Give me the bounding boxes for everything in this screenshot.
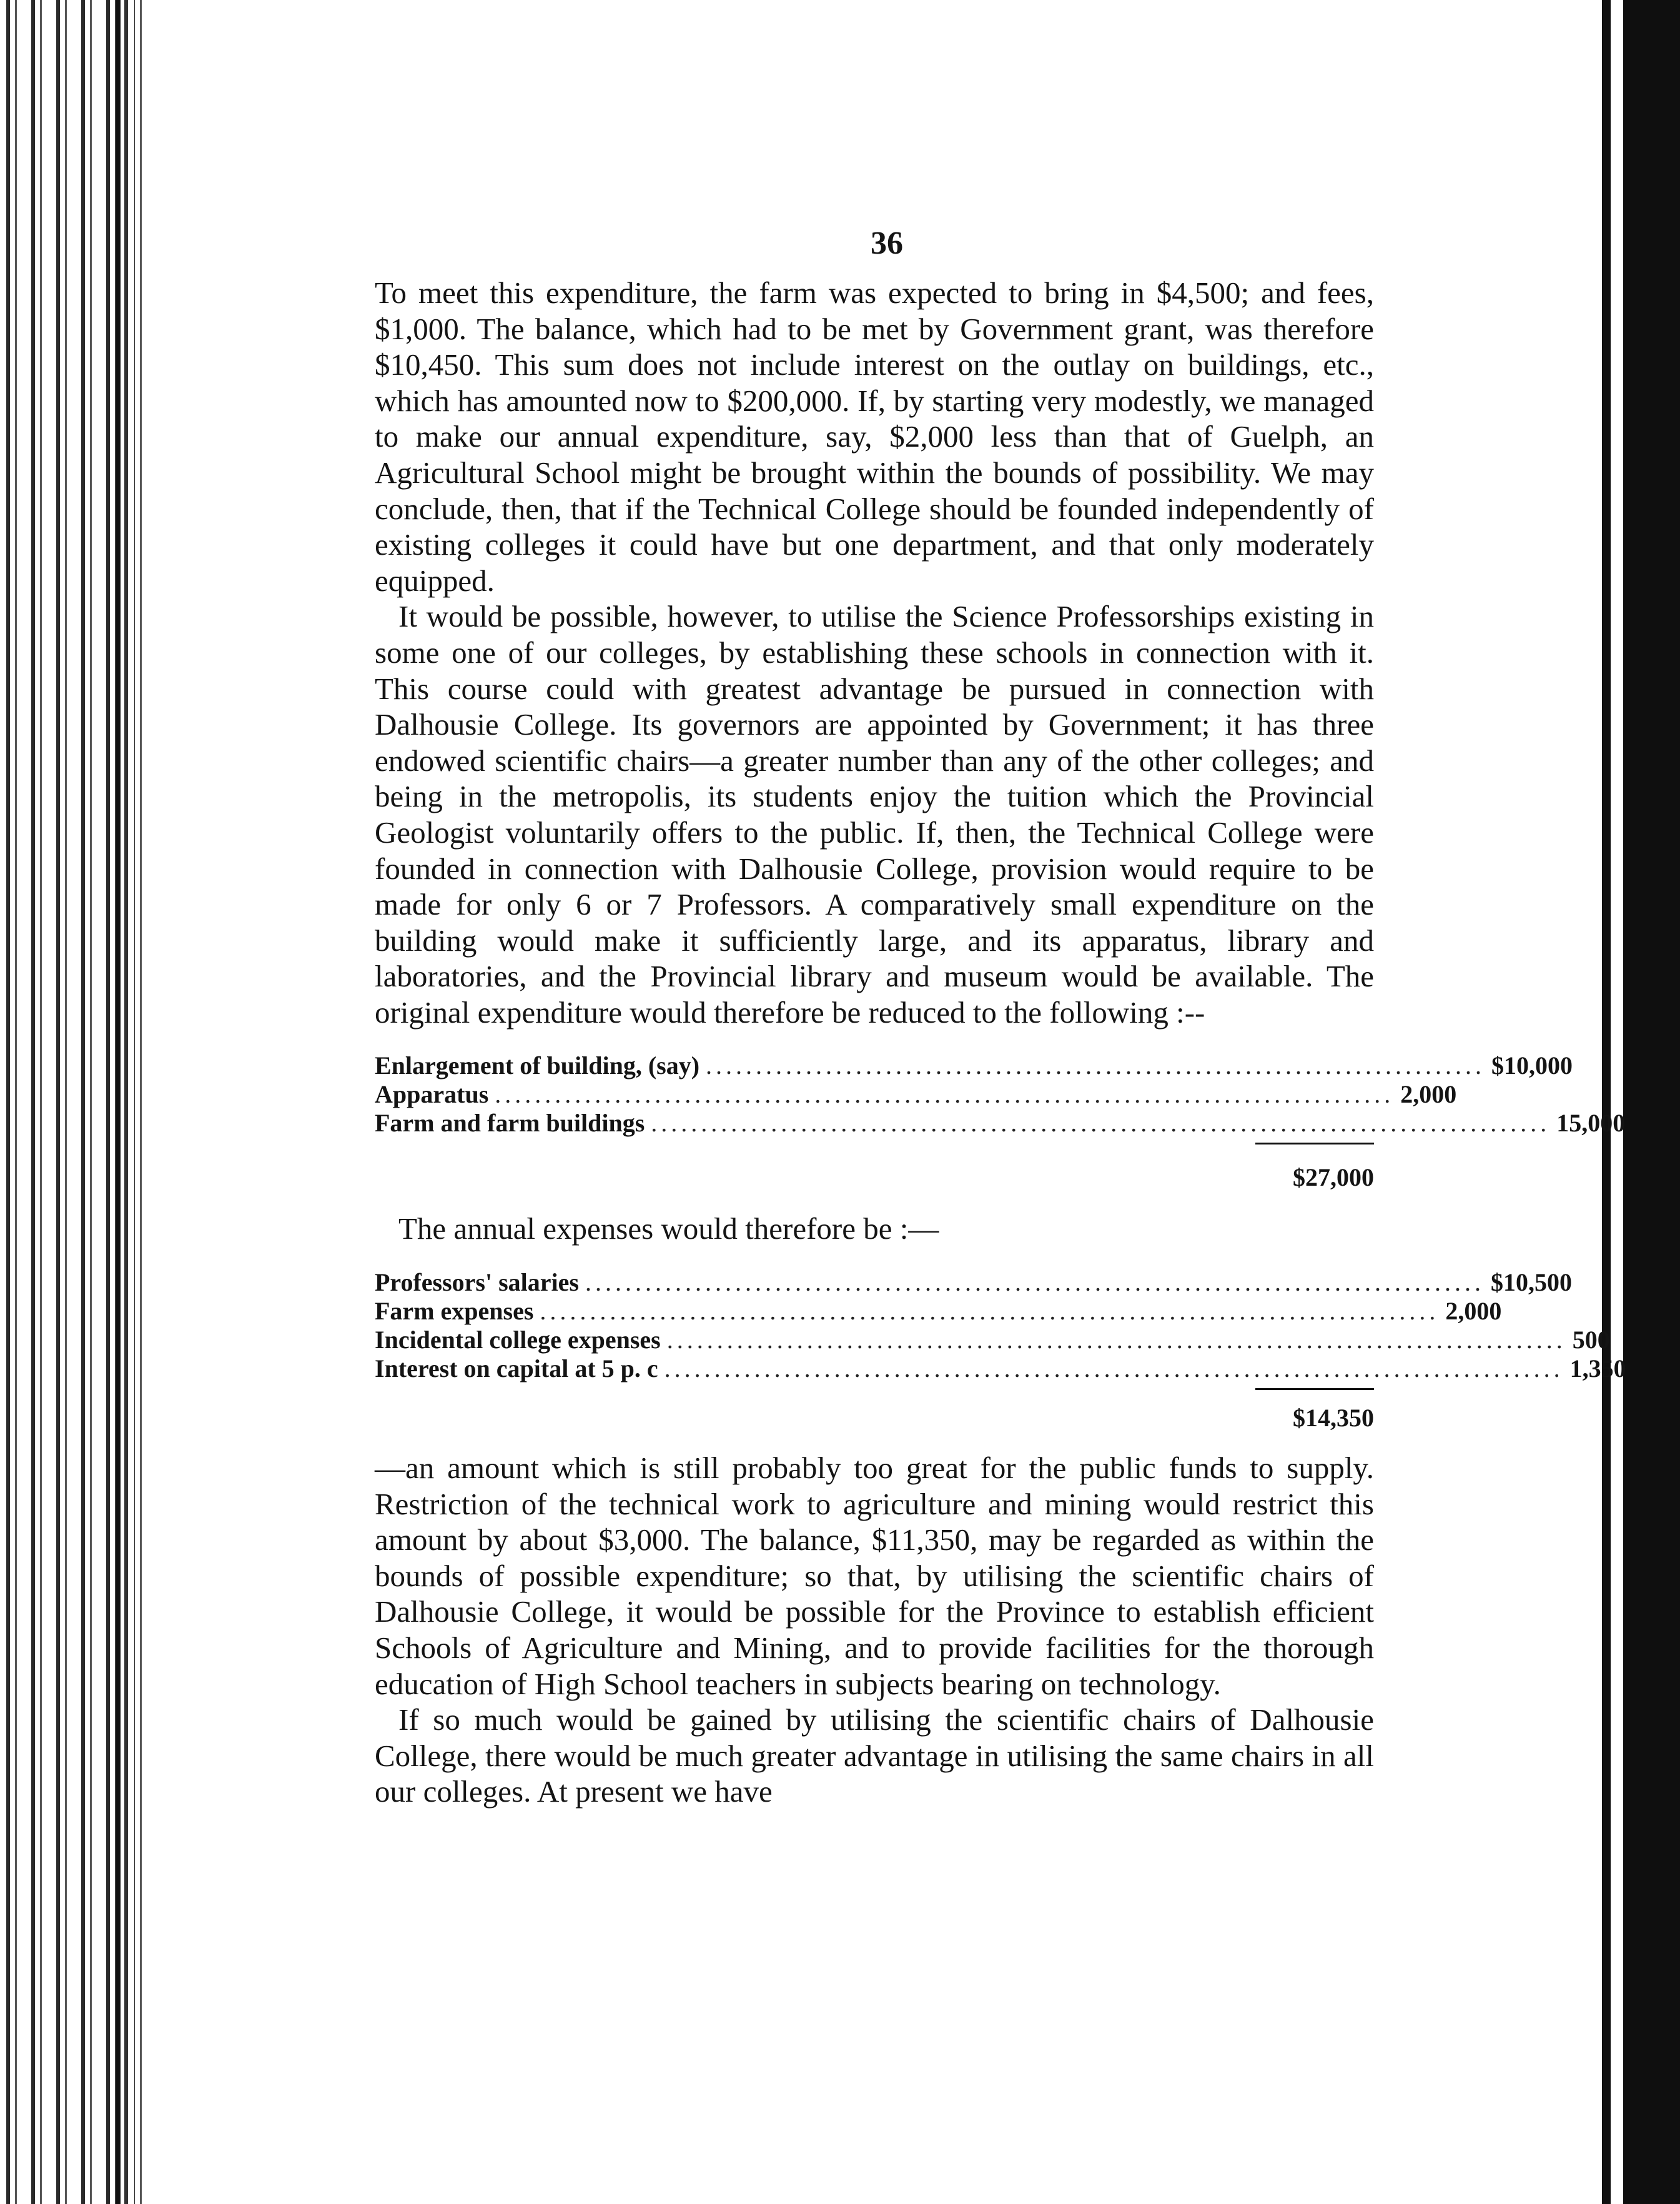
paragraph-3: —an amount which is still probably too great for the public funds to supply. Restriction of the technical work to agriculture and mining would restrict this amount by about $3,000. The balance, $11,350, may be regarded as within the bounds of possible expenditure; so that, by utilising the scientific chairs of Dalhousie College, it would be possible for the Province to establish efficient Schools of Agriculture and Mining, and to provide facilities for the thorough education of High School teachers in subjects bearing on technology. (375, 1451, 1374, 1701)
ledger-amount: 15,000 (1556, 1109, 1626, 1138)
paragraph-4: If so much would be gained by utilising the scientific chairs of Dalhousie College, there would be much greater advantage in utilising the same chairs in all our colleges. At present we have (375, 1702, 1374, 1809)
page-number: 36 (871, 226, 903, 261)
ledger-row (375, 1080, 1457, 1109)
book-binding-edge (0, 0, 147, 2204)
leader-dots: .......................................................................................... (585, 1268, 1485, 1297)
paragraph-1: To meet this expenditure, the farm was expected to bring in $4,500; and fees, $1,000. The balance, which had to be met by Government grant, was therefore $10,450. This sum does not include interest on the outlay on buildings, etc., which has amounted now to $200,000. If, by starting very modestly, we managed to make our annual expenditure, say, $2,000 less than that of Guelph, an Agricultural School might be brought within the bounds of possibility. We may conclude, then, that if the Technical College should be founded independently of existing colleges it could have but one department, and that only moderately equipped. (375, 276, 1374, 598)
sum-rule (1255, 1143, 1374, 1144)
facing-page-edge (1602, 0, 1671, 2204)
ledger-label: Farm expenses (375, 1297, 534, 1326)
ledger-row (375, 1297, 1502, 1326)
original-expenditure-table (375, 1051, 1626, 1192)
ledger-label: Incidental college expenses (375, 1326, 661, 1354)
ledger-amount: $10,000 (1491, 1051, 1573, 1080)
ledger-amount: $10,500 (1490, 1268, 1572, 1297)
ledger-row (375, 1326, 1610, 1354)
ledger-row (375, 1109, 1626, 1138)
ledger-row (375, 1268, 1572, 1297)
binding-shadow (116, 0, 134, 2204)
ledger-label: Interest on capital at 5 p. c (375, 1354, 658, 1383)
leader-dots: .......................................................................................... (540, 1297, 1440, 1326)
ledger-amount: 1,350 (1569, 1354, 1626, 1383)
ledger-amount: 2,000 (1400, 1080, 1457, 1109)
page-content (375, 225, 1626, 1810)
ledger-label: Enlargement of building, (say) (375, 1051, 700, 1080)
ledger-row (375, 1354, 1626, 1383)
leader-dots: .......................................................................................... (664, 1354, 1564, 1383)
original-expenditure-total: $27,000 (1293, 1163, 1374, 1192)
ledger-label: Farm and farm buildings (375, 1109, 645, 1138)
leader-dots: .......................................................................................... (651, 1109, 1551, 1138)
leader-dots: .......................................................................................... (495, 1080, 1395, 1109)
annual-expenses-intro: The annual expenses would therefore be :— (398, 1211, 939, 1246)
annual-expenses-table (375, 1268, 1626, 1432)
ledger-label: Professors' salaries (375, 1268, 579, 1297)
leader-dots: .............................................................................. (706, 1051, 1486, 1080)
leader-dots: .......................................................................................... (666, 1326, 1566, 1354)
ledger-amount: 2,000 (1445, 1297, 1502, 1326)
paragraph-2: It would be possible, however, to utilise the Science Professorships existing in some one of our colleges, by establishing these schools in connection with it. This course could with greatest advantage be pursued in connection with Dalhousie College. Its governors are appointed by Government; it has three endowed scientific chairs—a greater number than any of the other colleges; and being in the metropolis, its students enjoy the tuition which the Provincial Geologist voluntarily offers to the public. If, then, the Technical College were founded in connection with Dalhousie College, provision would require to be made for only 6 or 7 Professors. A comparatively small expenditure on the building would make it sufficiently large, and its apparatus, library and laboratories, and the Provincial library and museum would be available. The original expenditure would therefore be reduced to the following :-- (375, 599, 1374, 1030)
annual-expenses-total: $14,350 (1293, 1404, 1374, 1432)
sum-rule (1255, 1388, 1374, 1390)
ledger-label: Apparatus (375, 1080, 489, 1109)
ledger-amount: 500 (1572, 1326, 1610, 1354)
ledger-row (375, 1051, 1573, 1080)
facing-page-shadow (1623, 0, 1680, 2204)
